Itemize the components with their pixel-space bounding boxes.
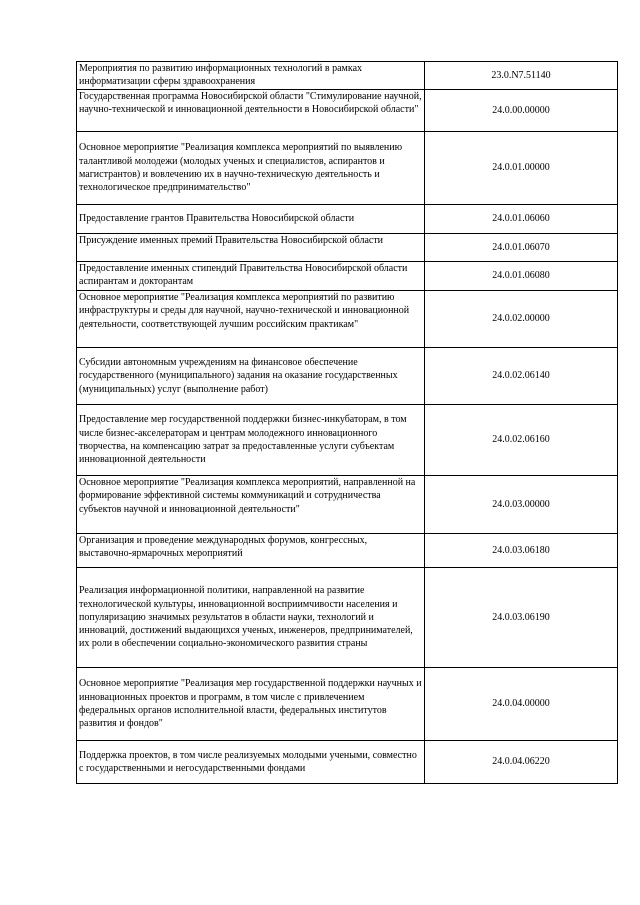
table-row [77, 291, 618, 348]
row-name-cell: Поддержка проектов, в том числе реализуемых молодыми учеными, совместно с государственными и негосударственными фондами [77, 741, 425, 784]
table-row [77, 348, 618, 405]
table-row [77, 234, 618, 262]
row-code-cell: 24.0.02.00000 [425, 291, 618, 348]
table-row [77, 132, 618, 205]
row-code-cell: 24.0.01.06060 [425, 205, 618, 234]
budget-classification-table [76, 61, 618, 784]
table-row [77, 568, 618, 668]
row-name-cell: Основное мероприятие "Реализация мер государственной поддержки научных и инновационных проектов и программ, в том числе с привлечением федеральных органов исполнительной власти, федеральных институтов развития и фондов" [77, 668, 425, 741]
row-name-cell: Основное мероприятие "Реализация комплекса мероприятий по выявлению талантливой молодежи (молодых ученых и специалистов, аспирантов и магистрантов) и вовлечению их в научно-техническую деятельность и технологическое предпринимательство" [77, 132, 425, 205]
row-name-cell: Мероприятия по развитию информационных технологий в рамках информатизации сферы здравоохранения [77, 62, 425, 90]
row-code-cell: 24.0.03.06180 [425, 534, 618, 568]
row-code-cell: 23.0.N7.51140 [425, 62, 618, 90]
table-row [77, 476, 618, 534]
row-name-cell: Реализация информационной политики, направленной на развитие технологической культуры, инновационной восприимчивости населения и популяризацию значимых результатов в области науки, технологий и инноваций, достижений выдающихся ученых, инженеров, предпринимателей, их роли в обеспечении социально-экономического развития страны [77, 568, 425, 668]
row-code-cell: 24.0.02.06140 [425, 348, 618, 405]
table-row [77, 205, 618, 234]
row-name-cell: Присуждение именных премий Правительства Новосибирской области [77, 234, 425, 262]
table-row [77, 405, 618, 476]
row-name-cell: Предоставление грантов Правительства Новосибирской области [77, 205, 425, 234]
table-row [77, 668, 618, 741]
table-row [77, 62, 618, 90]
table-row [77, 534, 618, 568]
table-body [77, 62, 618, 784]
table-row [77, 741, 618, 784]
row-name-cell: Основное мероприятие "Реализация комплекса мероприятий, направленной на формирование эффективной системы коммуникаций и сотрудничества субъектов научной и инновационной деятельности" [77, 476, 425, 534]
row-code-cell: 24.0.02.06160 [425, 405, 618, 476]
row-code-cell: 24.0.03.00000 [425, 476, 618, 534]
row-name-cell: Предоставление именных стипендий Правительства Новосибирской области аспирантам и докторантам [77, 262, 425, 291]
row-code-cell: 24.0.00.00000 [425, 90, 618, 132]
row-code-cell: 24.0.01.06080 [425, 262, 618, 291]
row-name-cell: Основное мероприятие "Реализация комплекса мероприятий по развитию инфраструктуры и среды для научной, научно-технической и инновационной деятельности, соответствующей лучшим российским практикам" [77, 291, 425, 348]
row-name-cell: Предоставление мер государственной поддержки бизнес-инкубаторам, в том числе бизнес-акселераторам и центрам молодежного инновационного творчества, на компенсацию затрат за предоставленные услуги субъектам инновационной деятельности [77, 405, 425, 476]
row-name-cell: Субсидии автономным учреждениям на финансовое обеспечение государственного (муниципального) задания на оказание государственных (муниципальных) услуг (выполнение работ) [77, 348, 425, 405]
table-row [77, 90, 618, 132]
row-code-cell: 24.0.04.06220 [425, 741, 618, 784]
row-name-cell: Государственная программа Новосибирской области "Стимулирование научной, научно-технической и инновационной деятельности в Новосибирской области" [77, 90, 425, 132]
row-name-cell: Организация и проведение международных форумов, конгрессных, выставочно-ярмарочных мероприятий [77, 534, 425, 568]
row-code-cell: 24.0.01.00000 [425, 132, 618, 205]
row-code-cell: 24.0.04.00000 [425, 668, 618, 741]
table-row [77, 262, 618, 291]
row-code-cell: 24.0.03.06190 [425, 568, 618, 668]
row-code-cell: 24.0.01.06070 [425, 234, 618, 262]
